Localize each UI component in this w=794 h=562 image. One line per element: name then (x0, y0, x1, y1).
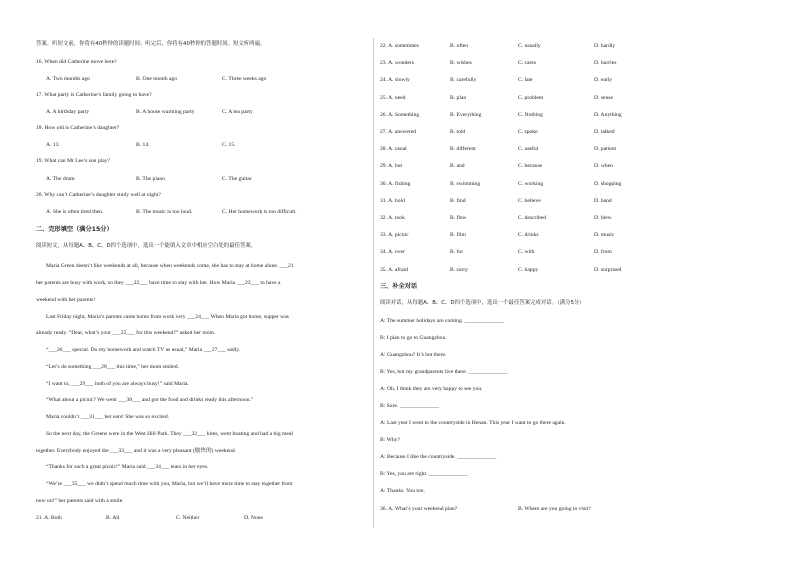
q16-option-b: B. One month ago (136, 76, 178, 82)
column-divider (373, 38, 374, 528)
q19-option-c: C. The guitar (222, 176, 252, 182)
q17-option-b: B. A house warming party (136, 109, 195, 115)
q23-option-a: 23. A. wonders (380, 60, 414, 67)
passage-line: “I want to, ___29___ both of you are always busy!” said Maria. (46, 381, 189, 387)
passage-line: together. Everybody enjoyed the ___33___ and it was a very pleasant (愉快的) weekend. (36, 448, 237, 454)
q35-option-b: B. sorry (450, 266, 469, 273)
dialogue-line: A: Because I like the countryside. ______________ (380, 454, 497, 460)
q24-option-a: 24. A. slowly (380, 77, 410, 84)
passage-line: Maria couldn’t ___31___ her ears! She was so excited. (46, 414, 170, 420)
q28-option-a: 28. A. usual (380, 146, 407, 153)
q19-option-b: B. The piano (136, 176, 165, 182)
q18-option-b: B. 14. (136, 142, 150, 148)
dialogue-line: B: Why? (380, 437, 400, 443)
passage-line: now on!” her parents said with a smile. (36, 498, 124, 504)
q32-option-c: C. described (518, 215, 546, 221)
q36-option-b: B. Where are you going to visit? (518, 506, 591, 512)
q29-option-d: D. when (594, 163, 613, 170)
passage-line: “___26___ special. Do my homework and watch TV as usual,” Maria ___27___ sadly. (46, 347, 241, 353)
q34-option-c: C. with (518, 249, 535, 256)
q18-option-c: C. 15. (222, 142, 236, 148)
q27-option-a: 27. A. answered (380, 129, 417, 135)
q20-option-a: A. She is often tired then. (46, 209, 104, 215)
q24-option-c: C. late (518, 77, 533, 84)
q25-option-d: D. sense (594, 94, 613, 101)
q30-option-d: D. shopping (594, 180, 622, 187)
q27-option-c: C. spoke (518, 129, 538, 135)
q35-option-c: C. happy (518, 266, 539, 273)
dialogue-line: B: Yes, but my grandparents live there. ______________ (380, 369, 508, 375)
q21-option-d: D. None (244, 515, 263, 521)
q34-option-d: D. from (594, 249, 612, 256)
passage-line: weekend with her parents! (36, 297, 96, 303)
q33-option-b: B. film (450, 232, 466, 239)
q30-option-a: 30. A. fishing (380, 180, 411, 187)
section-3-instruction: 阅读对话，从每题A、B、C、D四个选项中，选出一个最佳答案完成对话。（满分5分） (380, 300, 585, 306)
dialogue-line: A: Last year I went to the countryside in Henan. This year I want to go there again. (380, 420, 566, 426)
q29-option-b: B. and (450, 163, 465, 170)
section-2-instruction: 阅读短文，从每题A、B、C、D四个选项中，选出一个能填入文章中相应空白处的最佳答案。 (36, 243, 257, 249)
passage-line: “What about a picnic? We went ___30___ and got the food and drinks ready this afternoon.” (46, 397, 254, 403)
question-18: 18. How old is Catherine’s daughter? (36, 125, 120, 131)
dialogue-line: A: Thanks. You too. (380, 488, 425, 494)
q25-option-a: 25. A. need (380, 94, 406, 101)
q36-option-a: 36. A. What’s your weekend plan? (380, 506, 458, 512)
q27-option-b: B. told (450, 129, 466, 135)
dialogue-line: A: Oh, I think they are very happy to see you. (380, 386, 483, 392)
question-20: 20. Why can’t Catherine’s daughter study well at night? (36, 192, 161, 198)
passage-line: Maria Green doesn’t like weekends at all, because when weekends come, she has to stay at home alone. ___21 (46, 263, 294, 269)
passage-line: “Let’s do something ___28___ this time,” her mom smiled. (46, 364, 179, 370)
q20-option-b: B. The music is too loud. (136, 209, 193, 215)
q34-option-a: 34. A. over (380, 249, 405, 256)
q31-option-d: D. hand (594, 197, 612, 204)
listening-instruction-tail: 答案。听短文前，你将有40秒钟的读题时间；听完后，你将有40秒钟的答题时间。短文听两遍。 (36, 41, 266, 47)
q28-option-d: D. patient (594, 146, 617, 153)
right-column (380, 0, 770, 562)
q17-option-a: A. A birthday party (46, 109, 90, 115)
q26-option-a: 26. A. Something (380, 111, 420, 118)
q31-option-b: B. find (450, 197, 466, 204)
dialogue-line: B: Yes, you are right. ______________ (380, 471, 468, 477)
q17-option-c: C. A tea party (222, 109, 253, 115)
q16-option-c: C. Three weeks ago (222, 76, 267, 82)
q27-option-d: D. talked (594, 129, 615, 135)
q19-option-a: A. The drum (46, 176, 75, 182)
q31-option-a: 31. A. hold (380, 197, 405, 204)
q16-option-a: A. Two months ago (46, 76, 90, 82)
q25-option-c: C. problem (518, 94, 544, 101)
q35-option-d: D. surprised (594, 266, 622, 273)
q32-option-b: B. flew (450, 215, 467, 221)
q22-option-c: C. usually (518, 43, 541, 49)
q21-option-a: 21. A. Both (36, 515, 62, 521)
q32-option-d: D. blew (594, 215, 612, 221)
section-3-title: 三、补全对话 (380, 283, 418, 290)
dialogue-line: B: Sure. ______________ (380, 403, 439, 409)
q25-option-b: B. plan (450, 94, 467, 101)
passage-line: already ready. “Dear, what’s your ___25___ for this weekend?” asked her mom. (36, 330, 216, 336)
q33-option-d: D. music (594, 232, 615, 239)
q24-option-d: D. early (594, 77, 613, 84)
q28-option-c: C. useful (518, 146, 539, 153)
q31-option-c: C. believe (518, 197, 541, 204)
q30-option-b: B. swimming (450, 180, 481, 187)
q29-option-a: 29. A. but (380, 163, 403, 170)
q32-option-a: 32. A. took (380, 215, 405, 221)
q22-option-b: B. often (450, 43, 469, 49)
question-19: 19. What can Mr Lee’s son play? (36, 158, 110, 164)
q23-option-b: B. wishes (450, 60, 472, 67)
passage-line: Last Friday night, Maria’s parents came home from work very ___24___ When Maria got home, supper was (46, 314, 289, 320)
q29-option-c: C. because (518, 163, 543, 170)
question-17: 17. What party is Catherine’s family going to have? (36, 92, 152, 98)
q33-option-a: 33. A. picnic (380, 232, 409, 239)
q34-option-b: B. for (450, 249, 464, 256)
q24-option-b: B. carefully (450, 77, 477, 84)
q23-option-d: D. hurries (594, 60, 617, 67)
passage-line: So the next day, the Greens were in the West Hill Park. They ___32___ kites, went boating and had a big meal (46, 431, 293, 437)
dialogue-line: A: The summer holidays are coming. ______________ (380, 318, 504, 324)
q26-option-d: D. Anything (594, 111, 622, 118)
left-column (36, 0, 366, 562)
dialogue-line: A: Guangzhou? It’s hot there. (380, 352, 447, 358)
q22-option-d: D. hardly (594, 43, 616, 49)
q26-option-c: C. Nothing (518, 111, 543, 118)
dialogue-line: B: I plan to go to Guangzhou. (380, 335, 447, 341)
question-16: 16. When did Catherine move here? (36, 59, 117, 65)
q30-option-c: C. working (518, 180, 544, 187)
passage-line: her parents are busy with work, so they ___22___ have time to stay with her. How Maria ___23___ to have a (36, 280, 281, 286)
q21-option-b: B. All (106, 515, 120, 521)
q20-option-c: C. Her homework is too difficult. (222, 209, 297, 215)
q23-option-c: C. cares (518, 60, 537, 67)
passage-line: “We’re ___35___ we didn’t spend much time with you, Maria, but we’ll have more time to stay together from (46, 481, 293, 487)
passage-line: “Thanks for such a great picnic!” Maria said ___34___ tears in her eyes. (46, 464, 209, 470)
q22-option-a: 22. A. sometimes (380, 43, 419, 49)
q21-option-c: C. Neither (176, 515, 200, 521)
q18-option-a: A. 13. (46, 142, 60, 148)
q28-option-b: B. different (450, 146, 476, 153)
q33-option-c: C. drinks (518, 232, 539, 239)
q26-option-b: B. Everything (450, 111, 482, 118)
section-2-title: 二、完形填空（满分15分） (36, 226, 113, 233)
q35-option-a: 35. A. afraid (380, 266, 408, 273)
